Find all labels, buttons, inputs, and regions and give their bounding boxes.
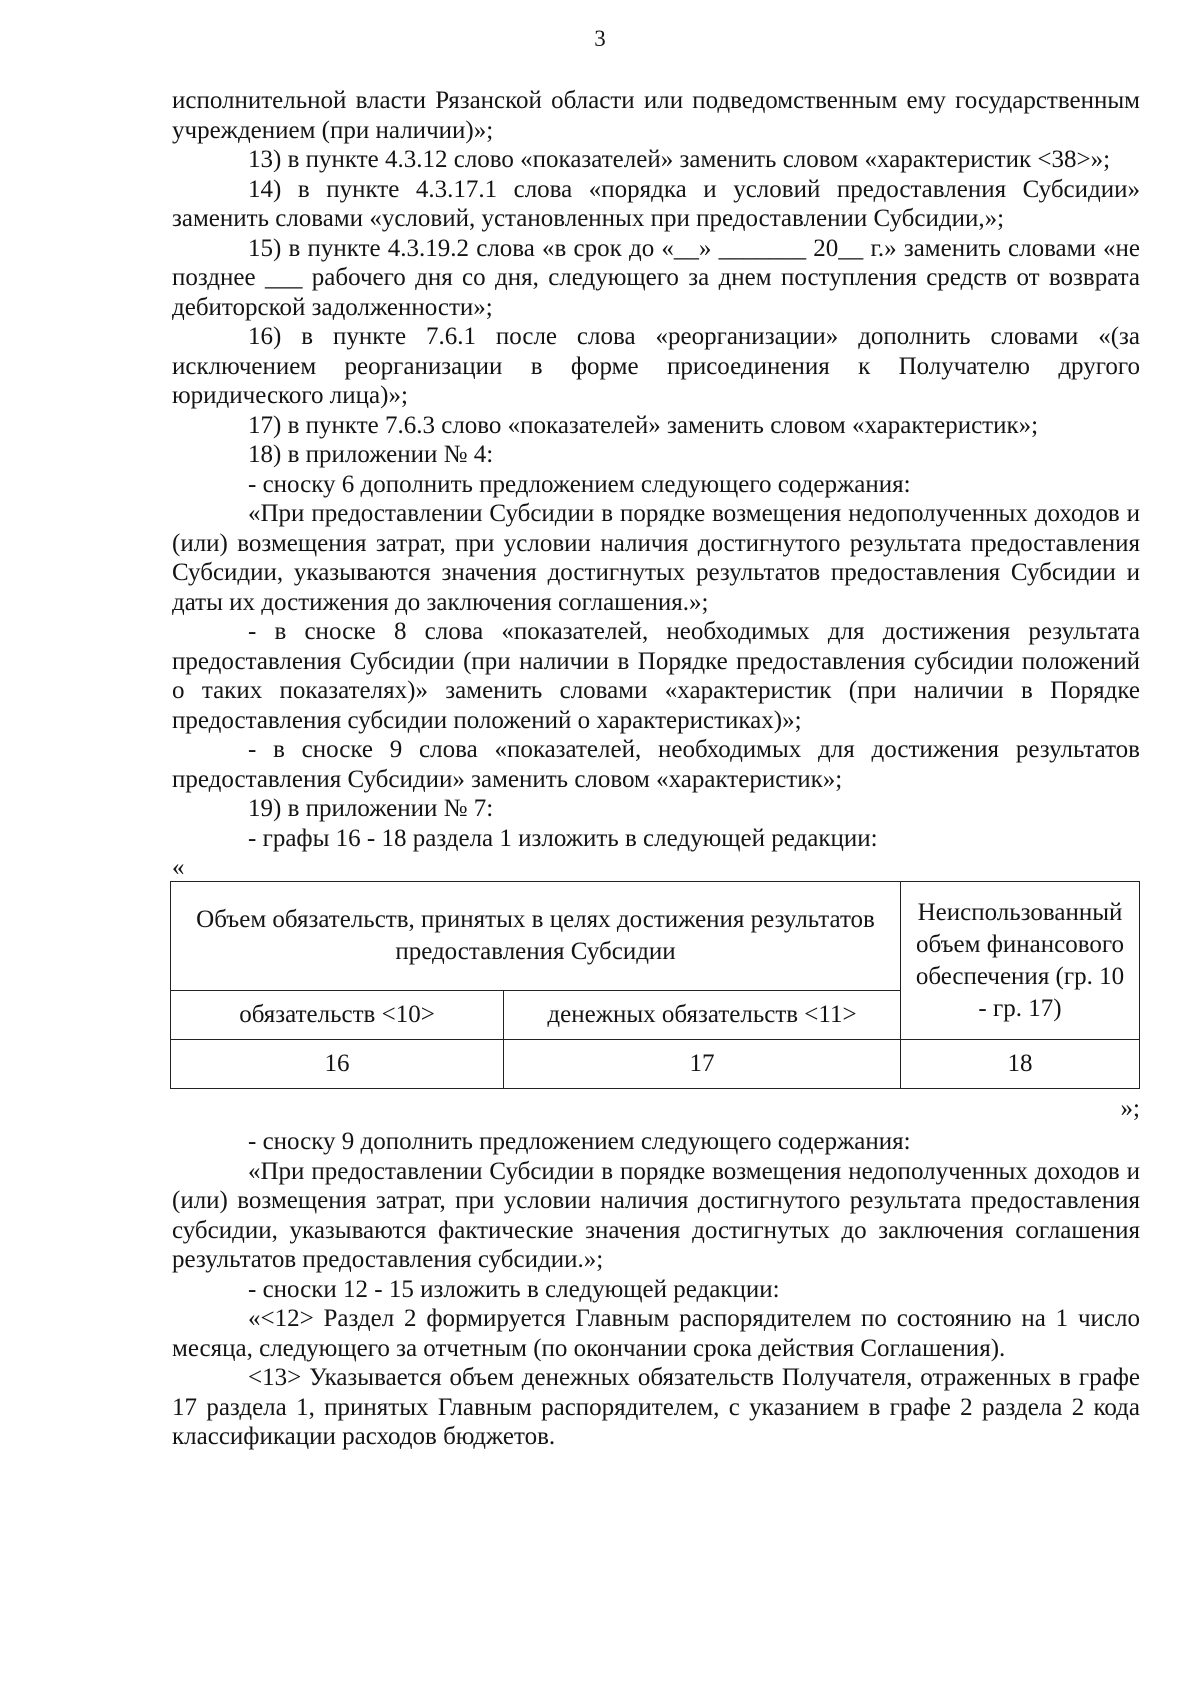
table-subheader-obligations: обязательств <10> — [171, 991, 504, 1040]
quote-close-mark: »; — [1120, 1095, 1140, 1122]
paragraph: 14) в пункте 4.3.17.1 слова «порядка и условий предоставления Субсидии» заменить словами «условий, установленных при предоставлении Субсидии,»; — [172, 175, 1140, 232]
paragraph: - сноску 9 дополнить предложением следующего содержания: — [248, 1128, 911, 1155]
paragraph: - графы 16 - 18 раздела 1 изложить в следующей редакции: — [248, 824, 878, 852]
paragraph: «При предоставлении Субсидии в порядке возмещения недополученных доходов и (или) возмещения затрат, при условии наличия достигнутого результата предоставления субсидии, указываются фактические значения достигнутых до заключения соглашения результатов предоставления субсидии.»; — [172, 1157, 1140, 1273]
paragraph: 15) в пункте 4.3.19.2 слова «в срок до «__» _______ 20__ г.» заменить словами «не позднее ___ рабочего дня со дня, следующего за днем поступления средств от возврата дебиторской задолженности»; — [172, 234, 1140, 321]
paragraph: 13) в пункте 4.3.12 слово «показателей» заменить словом «характеристик <38>»; — [248, 146, 1111, 173]
table-column-number: 18 — [901, 1040, 1140, 1089]
paragraphs-top — [172, 86, 1140, 853]
table-column-number: 17 — [504, 1040, 901, 1089]
paragraph: 18) в приложении № 4: — [248, 441, 494, 468]
paragraph: - сноски 12 - 15 изложить в следующей редакции: — [248, 1275, 780, 1303]
paragraph: «При предоставлении Субсидии в порядке возмещения недополученных доходов и (или) возмещения затрат, при условии наличия достигнутого результата предоставления Субсидии, указываются значения достигнутых результатов предоставления Субсидии и даты их достижения до заключения соглашения.»; — [172, 500, 1140, 616]
table-row — [171, 882, 1140, 991]
paragraph: «<12> Раздел 2 формируется Главным распорядителем по состоянию на 1 число месяца, следующего за отчетным (по окончании срока действия Соглашения). — [172, 1305, 1140, 1362]
paragraph: 16) в пункте 7.6.1 после слова «реорганизации» дополнить словами «(за исключением реорганизации в форме присоединения к Получателю другого юридического лица)»; — [172, 323, 1140, 409]
appendix-table — [170, 881, 1140, 1089]
paragraph: 19) в приложении № 7: — [248, 795, 494, 822]
table-header-merged: Объем обязательств, принятых в целях достижения результатов предоставления Субсидии — [171, 882, 901, 991]
table-header-right: Неиспользованный объем финансового обеспечения (гр. 10 - гр. 17) — [901, 882, 1140, 1040]
table-subheader-monetary-obligations: денежных обязательств <11> — [504, 991, 901, 1040]
paragraphs-bottom — [172, 1127, 1140, 1452]
paragraph: исполнительной власти Рязанской области или подведомственным ему государственным учреждением (при наличии)»; — [172, 87, 1140, 144]
paragraph: - в сноске 9 слова «показателей, необходимых для достижения результатов предоставления Субсидии» заменить словом «характеристик»; — [172, 736, 1140, 793]
table-column-number: 16 — [171, 1040, 504, 1089]
paragraph: <13> Указывается объем денежных обязательств Получателя, отраженных в графе 17 раздела 1, принятых Главным распорядителем, с указанием в графе 2 раздела 2 кода классификации расходов бюджетов. — [172, 1364, 1140, 1450]
paragraph: - сноску 6 дополнить предложением следующего содержания: — [248, 470, 911, 498]
document-body — [172, 86, 1140, 1452]
paragraph: - в сноске 8 слова «показателей, необходимых для достижения результата предоставления Субсидии (при наличии в Порядке предоставления субсидии положений о таких показателях)» заменить словами «характеристик (при наличии в Порядке предоставления субсидии положений о характеристиках)»; — [172, 618, 1140, 734]
paragraph: 17) в пункте 7.6.3 слово «показателей» заменить словом «характеристик»; — [248, 411, 1039, 439]
page-number: 3 — [594, 26, 606, 51]
table-row — [171, 1040, 1140, 1089]
quote-open-mark: « — [172, 854, 185, 881]
